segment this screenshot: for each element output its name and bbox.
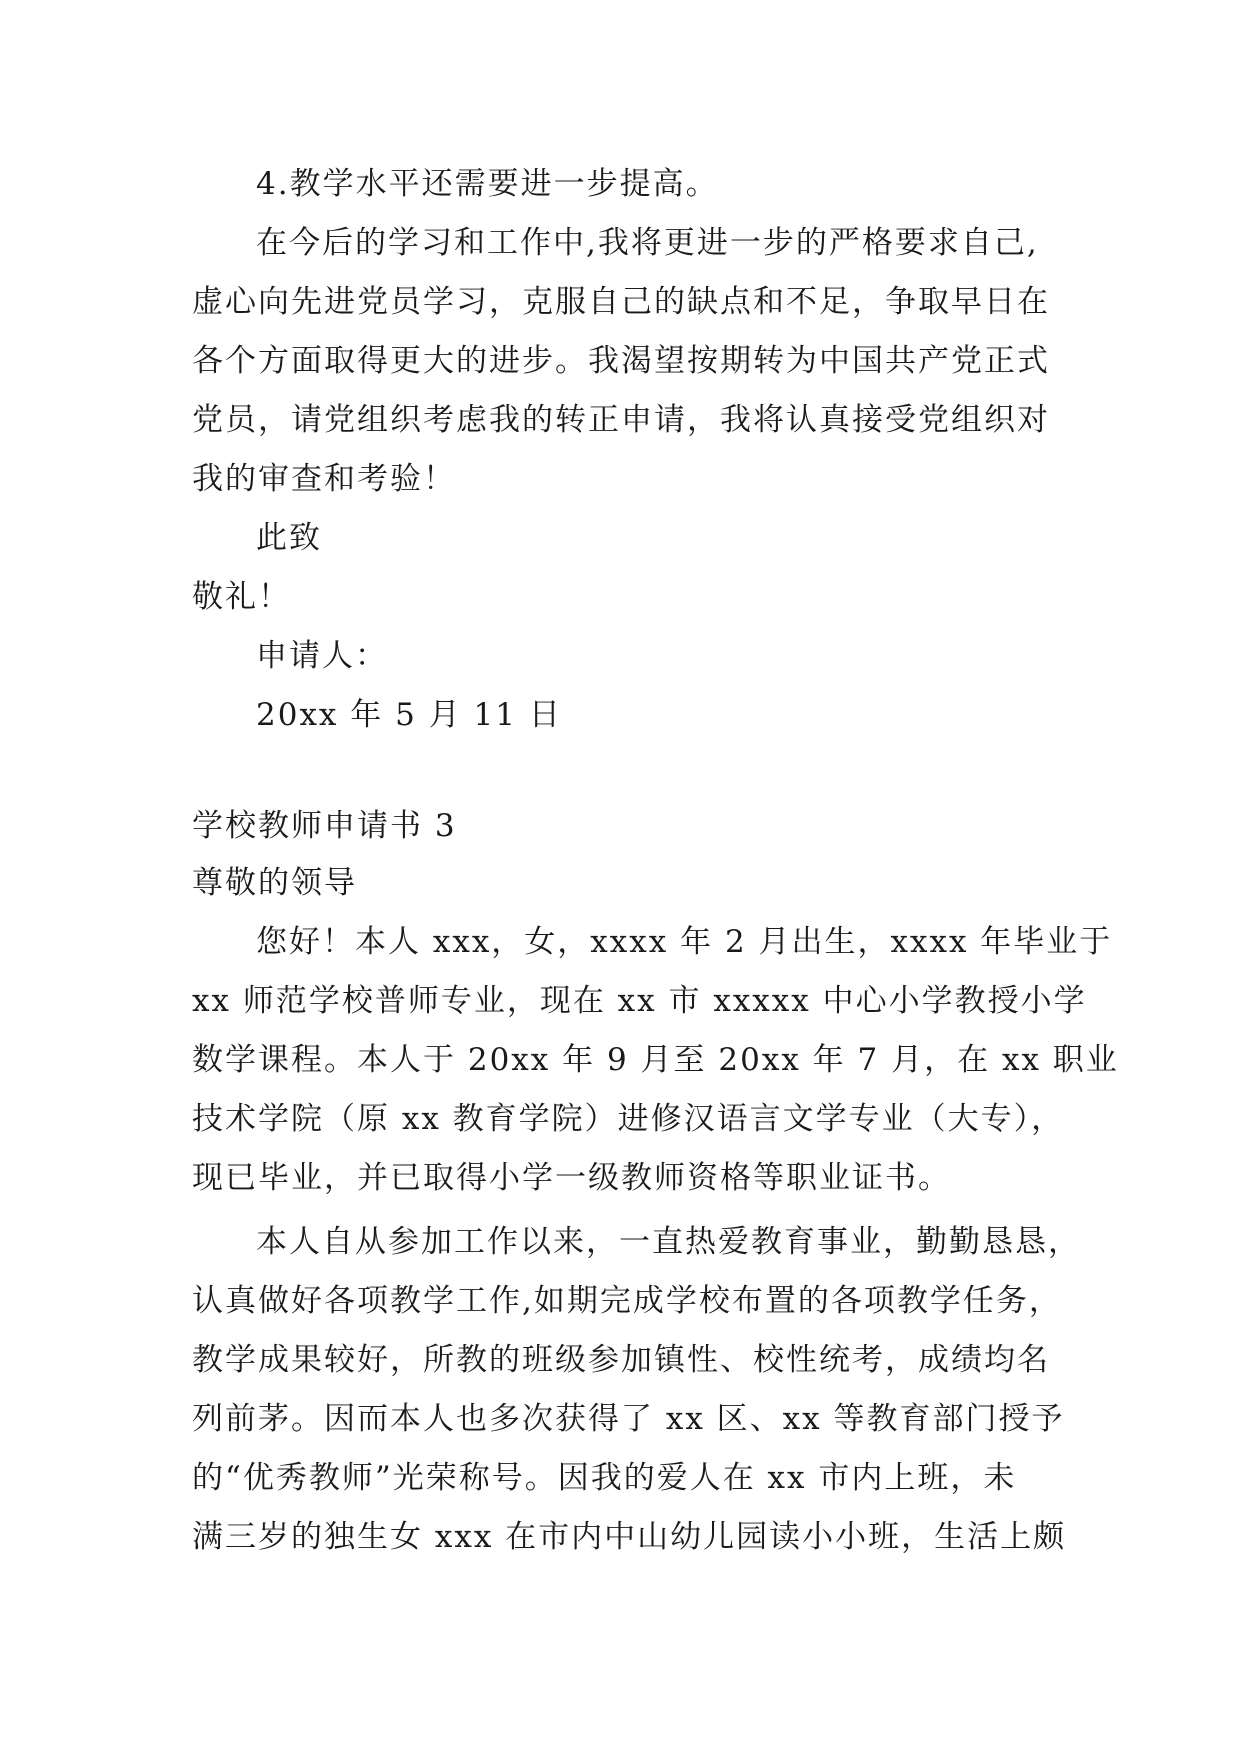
paragraph-line: 我的审查和考验！ <box>192 461 456 497</box>
closing-salutation: 此致 <box>256 520 322 556</box>
paragraph-line: 在今后的学习和工作中,我将更进一步的严格要求自己, <box>256 225 1039 261</box>
signature-date: 20xx 年 5 月 11 日 <box>256 697 562 733</box>
paragraph-line: 的“优秀教师”光荣称号。因我的爱人在 xx 市内上班，未 <box>192 1460 1017 1496</box>
paragraph-line: 4.教学水平还需要进一步提高。 <box>256 166 719 202</box>
paragraph-line: 教学成果较好，所教的班级参加镇性、校性统考，成绩均名 <box>192 1342 1050 1378</box>
greeting: 尊敬的领导 <box>192 865 357 901</box>
paragraph-line: 技术学院（原 xx 教育学院）进修汉语言文学专业（大专）， <box>192 1101 1065 1137</box>
applicant-signature-label: 申请人： <box>256 638 388 674</box>
paragraph-line: 列前茅。因而本人也多次获得了 xx 区、xx 等教育部门授予 <box>192 1401 1065 1437</box>
paragraph-line: 虚心向先进党员学习，克服自己的缺点和不足，争取早日在 <box>192 284 1050 320</box>
paragraph-line: xx 师范学校普师专业，现在 xx 市 xxxxx 中心小学教授小学 <box>192 983 1087 1019</box>
paragraph-line: 认真做好各项教学工作,如期完成学校布置的各项教学任务， <box>192 1283 1062 1319</box>
paragraph-line: 党员，请党组织考虑我的转正申请，我将认真接受党组织对 <box>192 402 1050 438</box>
paragraph-line: 数学课程。本人于 20xx 年 9 月至 20xx 年 7 月，在 xx 职业 <box>192 1042 1119 1078</box>
paragraph-line: 满三岁的独生女 xxx 在市内中山幼儿园读小小班，生活上颇 <box>192 1519 1067 1555</box>
paragraph-line: 本人自从参加工作以来，一直热爱教育事业，勤勤恳恳， <box>256 1224 1081 1260</box>
paragraph-line: 现已毕业，并已取得小学一级教师资格等职业证书。 <box>192 1160 951 1196</box>
section-title: 学校教师申请书 3 <box>192 808 457 844</box>
paragraph-line: 您好！本人 xxx，女，xxxx 年 2 月出生，xxxx 年毕业于 <box>256 924 1113 960</box>
paragraph-line: 各个方面取得更大的进步。我渴望按期转为中国共产党正式 <box>192 343 1050 379</box>
closing-regards: 敬礼！ <box>192 579 291 615</box>
